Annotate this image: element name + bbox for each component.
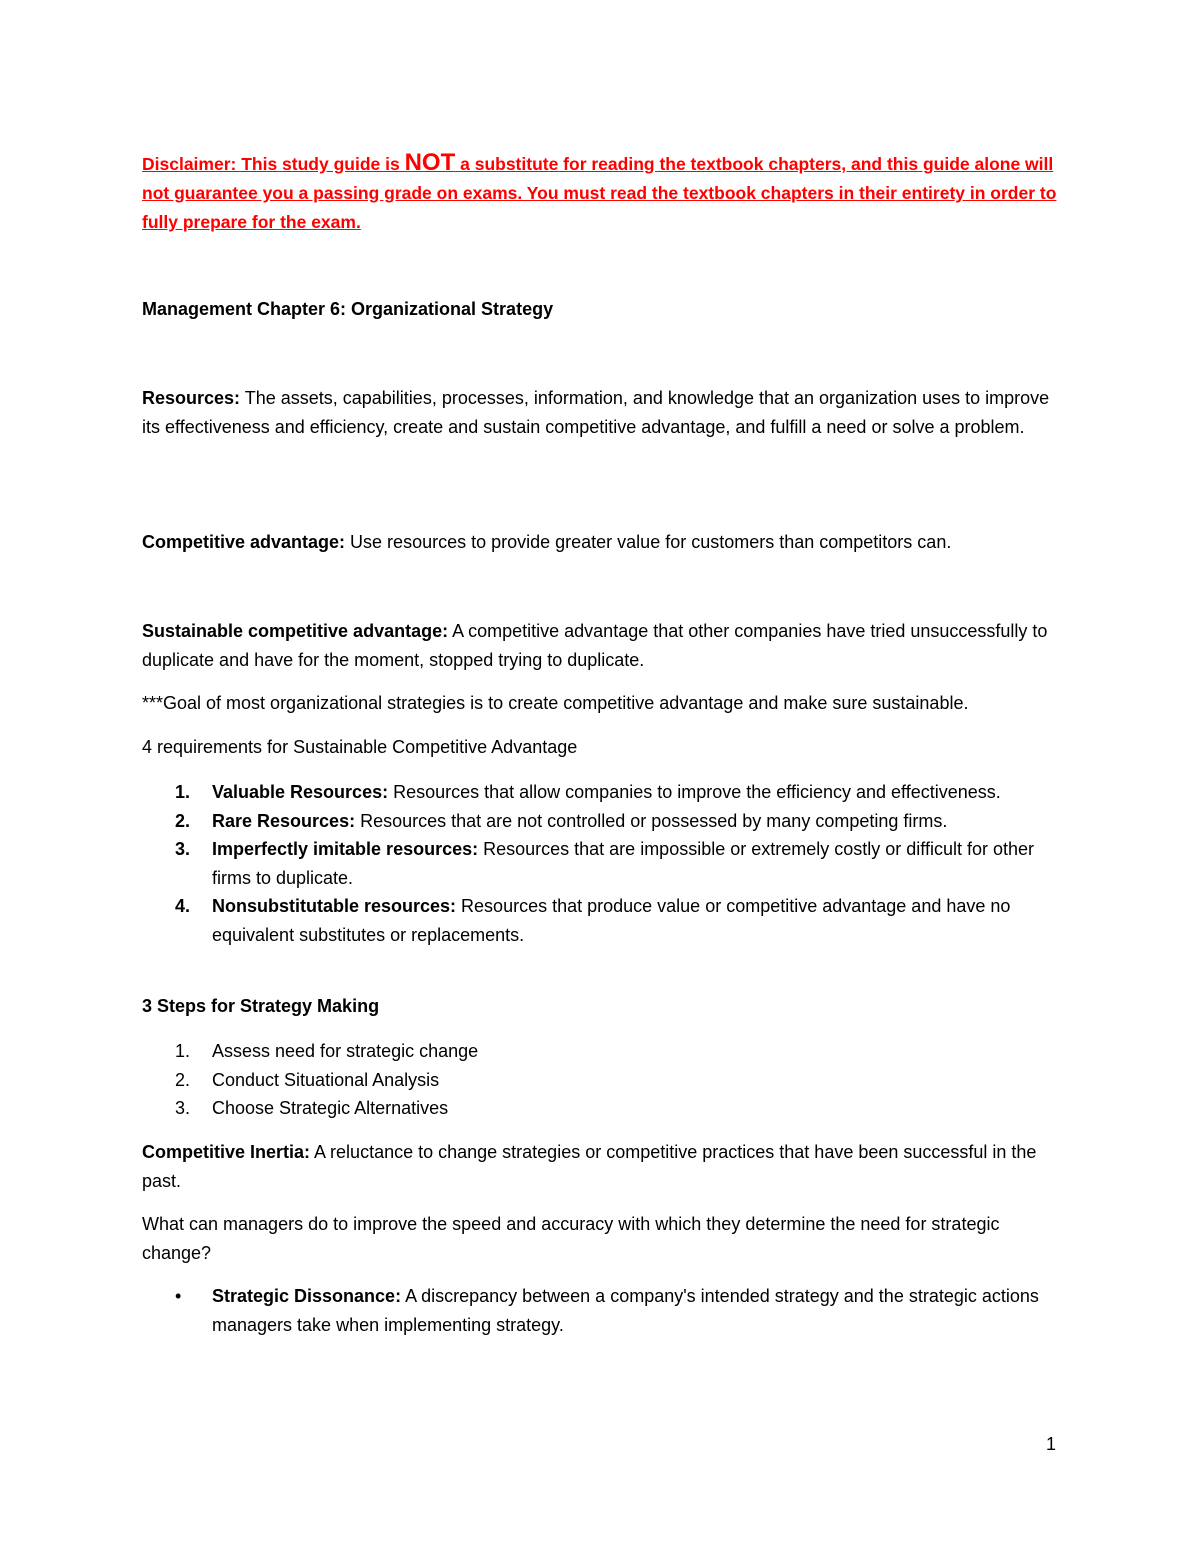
requirement-term: Imperfectly imitable resources:	[212, 839, 479, 859]
resources-term: Resources:	[142, 388, 241, 408]
list-number: 1.	[175, 1041, 191, 1061]
requirement-term: Rare Resources:	[212, 810, 356, 831]
sustainable-advantage-text: A competitive advantage that other companies have tried unsuccessfully to duplicate and have for the moment, stopped trying to duplicate.	[142, 621, 1048, 670]
competitive-advantage-text: Use resources to provide greater value for customers than competitors can.	[345, 532, 952, 552]
list-item	[142, 1037, 1072, 1066]
requirement-text: Resources that allow companies to improve the efficiency and effectiveness.	[388, 782, 1001, 802]
list-item	[142, 835, 1072, 892]
step-text: Assess need for strategic change	[212, 1041, 479, 1061]
list-item	[142, 1094, 1072, 1123]
disclaimer-emphasis: NOT	[404, 149, 456, 176]
list-number: 2.	[175, 810, 191, 831]
strategic-change-question: What can managers do to improve the speed and accuracy with which they determine the need for strategic change?	[142, 1214, 1000, 1263]
disclaimer-text-start: Disclaimer: This study guide is	[142, 154, 405, 174]
bullet-icon: •	[175, 1286, 182, 1306]
sustainable-advantage-term: Sustainable competitive advantage:	[142, 621, 449, 641]
requirement-text: Resources that are not controlled or possessed by many competing firms.	[355, 810, 948, 831]
competitive-inertia-term: Competitive Inertia:	[142, 1142, 311, 1162]
requirement-term: Nonsubstitutable resources:	[212, 896, 457, 916]
requirement-term: Valuable Resources:	[212, 782, 389, 802]
list-item	[142, 1066, 1072, 1095]
step-text: Choose Strategic Alternatives	[212, 1098, 449, 1118]
requirements-list	[142, 778, 1072, 949]
list-item	[142, 892, 1072, 949]
list-number: 2.	[175, 1069, 191, 1090]
requirement-text: Resources that produce value or competitive advantage and have no equivalent substitutes or replacements.	[212, 896, 1011, 945]
bullet-list	[142, 1282, 1072, 1339]
list-number: 3.	[175, 1098, 191, 1118]
competitive-inertia-text: A reluctance to change strategies or competitive practices that have been successful in the past.	[142, 1142, 1037, 1191]
bullet-text: A discrepancy between a company's intended strategy and the strategic actions managers take when implementing strategy.	[212, 1286, 1039, 1335]
requirements-heading: 4 requirements for Sustainable Competitive Advantage	[142, 737, 578, 757]
bullet-term: Strategic Dissonance:	[212, 1286, 402, 1306]
resources-definition	[142, 384, 1072, 442]
disclaimer-text-end: a substitute for reading the textbook chapters, and this guide alone will not guarantee you a passing grade on exams. You must read the textbook chapters in their entirety in order to fully prepare for the exam.	[142, 154, 1057, 232]
steps-heading: 3 Steps for Strategy Making	[142, 996, 380, 1016]
list-item	[142, 1282, 1072, 1339]
steps-list	[142, 1037, 1072, 1123]
resources-text: The assets, capabilities, processes, information, and knowledge that an organization uses to improve its effectiveness and efficiency, create and sustain competitive advantage, and fulfill a need or solve a problem.	[142, 388, 1050, 437]
sustainable-advantage-definition	[142, 617, 1072, 675]
competitive-advantage-term: Competitive advantage:	[142, 532, 346, 552]
list-number: 3.	[175, 839, 191, 859]
page-title: Management Chapter 6: Organizational Strategy	[142, 299, 554, 319]
requirement-text: Resources that are impossible or extremely costly or difficult for other firms to duplicate.	[212, 839, 1034, 888]
page-number: 1	[1046, 1434, 1057, 1454]
competitive-inertia-definition	[142, 1138, 1072, 1196]
goal-note: ***Goal of most organizational strategies is to create competitive advantage and make sure sustainable.	[142, 693, 969, 713]
competitive-advantage-definition	[142, 528, 1072, 557]
list-number: 1.	[175, 782, 191, 802]
list-number: 4.	[175, 896, 191, 916]
list-item	[142, 807, 1072, 836]
step-text: Conduct Situational Analysis	[212, 1069, 440, 1090]
list-item	[142, 778, 1072, 807]
disclaimer	[142, 150, 1072, 237]
